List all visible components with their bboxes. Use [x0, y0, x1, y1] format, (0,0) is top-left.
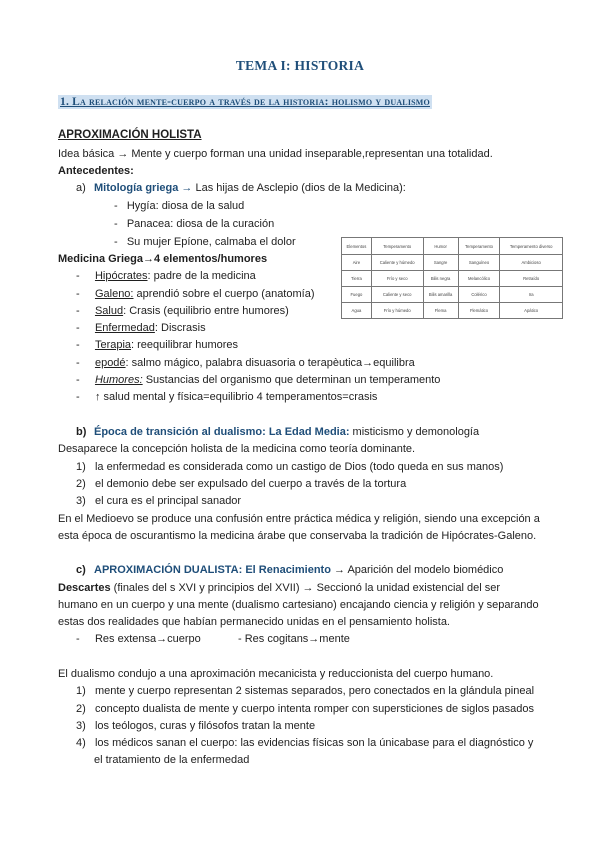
sub-item: - Su mujer Epíone, calmaba el dolor — [114, 236, 296, 248]
table-cell: Aire — [342, 255, 372, 271]
item-b: Época de transición al dualismo: La Edad Media: misticismo y demonología — [94, 426, 480, 438]
table-cell: Flema — [423, 303, 458, 319]
numbered-item: 1) mente y cuerpo representan 2 sistemas separados, pero conectados en la glándula pineal — [76, 685, 535, 697]
list-item: - ↑ salud mental y física=equilibrio 4 temperamentos=crasis — [76, 391, 378, 403]
table-cell: Bilis amarilla — [423, 287, 458, 303]
table-cell: Caliente y húmedo — [371, 255, 423, 271]
table-cell: Humor — [423, 238, 458, 255]
numbered-item: 2) el demonio debe ser expulsado del cuerpo a través de la tortura — [76, 478, 407, 490]
res-extensa: - Res extensa→cuerpo — [76, 633, 201, 645]
table-cell: Caliente y seco — [371, 287, 423, 303]
sub-item: - Panacea: diosa de la curación — [114, 218, 275, 230]
table-cell: Temperamento — [371, 238, 423, 255]
descartes-line: estas dos realidades que habían permanecido unidas en el pensamiento holista. — [58, 616, 450, 628]
table-cell: Elementos — [342, 238, 372, 255]
table-cell: Ambicioso — [500, 255, 563, 271]
item-a-letter: a) — [76, 182, 86, 194]
list-item: - epodé: salmo mágico, palabra disuasoria o terapèutica→equilibra — [76, 357, 415, 369]
descartes-line: humano en un cuerpo y una mente (dualismo cartesiano) encajando ciencia y religión y separando — [58, 599, 539, 611]
descartes-line: Descartes (finales del s XVI y principios del XVII) → Seccionó la unidad existencial del ser — [58, 582, 501, 594]
table-cell: Ira — [500, 287, 563, 303]
table-row — [342, 271, 563, 287]
numbered-item: 1) la enfermedad es considerada como un castigo de Dios (todo queda en sus manos) — [76, 461, 504, 473]
table-row — [342, 255, 563, 271]
list-item: - Terapia: reequilibrar humores — [76, 339, 239, 351]
list-item: - Enfermedad: Discrasis — [76, 322, 206, 334]
section-heading: 1. La relación mente-cuerpo a través de la historia: holismo y dualismo — [60, 96, 430, 108]
holista-heading: APROXIMACIÓN HOLISTA — [58, 129, 202, 141]
table-cell: Frío y húmedo — [371, 303, 423, 319]
medievo-paragraph: esta época de oscurantismo la medicina árabe que conservaba la tradición de Hipócrates-Galeno. — [58, 530, 537, 542]
antecedentes-label: Antecedentes: — [58, 165, 134, 177]
holista-idea: Idea básica → Mente y cuerpo forman una unidad inseparable,representan una totalidad. — [58, 148, 493, 160]
list-item: - Hipócrates: padre de la medicina — [76, 270, 256, 282]
numbered-item: 4) los médicos sanan el cuerpo: las evidencias físicas son la únicabase para el diagnóstico y — [76, 737, 534, 749]
table-row — [342, 303, 563, 319]
table-header-row — [342, 238, 563, 255]
table-cell: Bilis negra — [423, 271, 458, 287]
sub-item: - Hygía: diosa de la salud — [114, 200, 245, 212]
table-cell: Melancólico — [458, 271, 500, 287]
item-c-letter: c) — [76, 564, 86, 576]
table-cell: Temperamento diverso — [500, 238, 563, 255]
numbered-item: 3) los teólogos, curas y filósofos tratan la mente — [76, 720, 316, 732]
medicina-griega: Medicina Griega→4 elementos/humores — [58, 253, 268, 265]
res-cogitans: - Res cogitans→mente — [238, 633, 350, 645]
list-item: - Salud: Crasis (equilibrio entre humores) — [76, 305, 289, 317]
list-item: - Galeno: aprendió sobre el cuerpo (anatomía) — [76, 288, 315, 300]
table-cell: Retraído — [500, 271, 563, 287]
table-cell: Sangre — [423, 255, 458, 271]
table-cell: Temperamento — [458, 238, 500, 255]
medievo-intro: Desaparece la concepción holista de la medicina como teoría dominante. — [58, 443, 416, 455]
numbered-item: 3) el cura es el principal sanador — [76, 495, 242, 507]
table-cell: Colérico — [458, 287, 500, 303]
list-item: - Humores: Sustancias del organismo que determinan un temperamento — [76, 374, 441, 386]
table-cell: Sanguíneo — [458, 255, 500, 271]
numbered-item-continuation: el tratamiento de la enfermedad — [94, 754, 250, 766]
table-cell: Flemático — [458, 303, 500, 319]
page-title: TEMA I: HISTORIA — [235, 58, 365, 73]
humores-table — [341, 237, 563, 319]
item-a: Mitología griega → Las hijas de Asclepio (dios de la Medicina): — [94, 182, 406, 194]
numbered-item: 2) concepto dualista de mente y cuerpo intenta romper con supersticiones de siglos pasados — [76, 703, 534, 715]
table-cell: Agua — [342, 303, 372, 319]
table-row — [342, 287, 563, 303]
table-cell: Fuego — [342, 287, 372, 303]
medievo-paragraph: En el Medioevo se produce una confusión entre práctica médica y religión, siendo una excepción a — [58, 513, 540, 525]
dualismo-conclusion: El dualismo condujo a una aproximación mecanicista y reduccionista del cuerpo humano. — [58, 668, 494, 680]
item-b-letter: b) — [76, 426, 87, 438]
item-c: APROXIMACIÓN DUALISTA: El Renacimiento → Aparición del modelo biomédico — [94, 564, 504, 576]
table-cell: Apático — [500, 303, 563, 319]
table-cell: Frío y seco — [371, 271, 423, 287]
table-cell: Tierra — [342, 271, 372, 287]
